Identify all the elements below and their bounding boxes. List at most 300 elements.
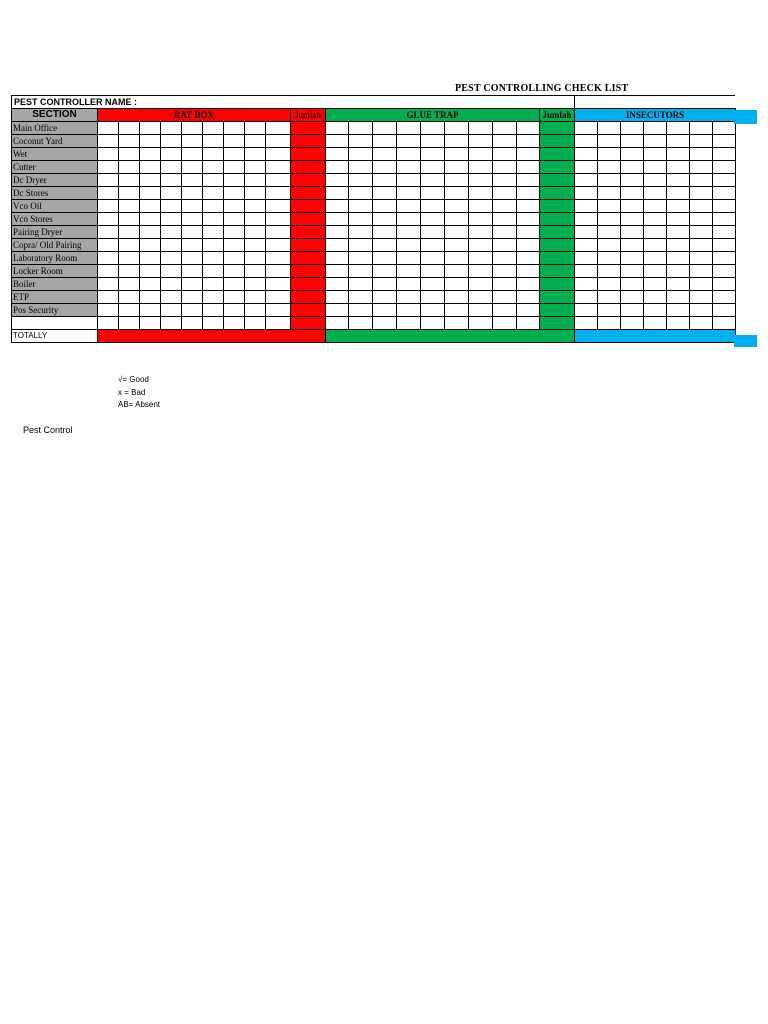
rat-box-check-cell[interactable] <box>266 213 291 226</box>
insecutors-check-cell[interactable] <box>667 226 690 239</box>
rat-box-check-cell[interactable] <box>98 265 119 278</box>
rat-box-check-cell[interactable] <box>119 200 140 213</box>
glue-trap-check-cell[interactable] <box>326 278 349 291</box>
glue-trap-check-cell[interactable] <box>421 122 445 135</box>
rat-box-jumlah-cell[interactable] <box>291 135 326 148</box>
rat-box-check-cell[interactable] <box>98 174 119 187</box>
insecutors-total-cell[interactable] <box>575 330 736 343</box>
insecutors-check-cell[interactable] <box>713 265 736 278</box>
rat-box-check-cell[interactable] <box>266 239 291 252</box>
rat-box-check-cell[interactable] <box>266 265 291 278</box>
rat-box-check-cell[interactable] <box>161 161 182 174</box>
glue-trap-check-cell[interactable] <box>517 265 540 278</box>
rat-box-check-cell[interactable] <box>140 291 161 304</box>
rat-box-check-cell[interactable] <box>182 213 203 226</box>
glue-trap-check-cell[interactable] <box>349 239 373 252</box>
glue-trap-check-cell[interactable] <box>349 174 373 187</box>
insecutors-check-cell[interactable] <box>713 252 736 265</box>
rat-box-check-cell[interactable] <box>98 148 119 161</box>
glue-trap-check-cell[interactable] <box>445 317 469 330</box>
insecutors-check-cell[interactable] <box>621 213 644 226</box>
insecutors-check-cell[interactable] <box>667 317 690 330</box>
glue-trap-check-cell[interactable] <box>445 122 469 135</box>
glue-trap-check-cell[interactable] <box>469 135 493 148</box>
rat-box-check-cell[interactable] <box>203 135 224 148</box>
insecutors-check-cell[interactable] <box>598 278 621 291</box>
glue-trap-check-cell[interactable] <box>469 161 493 174</box>
glue-trap-check-cell[interactable] <box>445 161 469 174</box>
glue-trap-check-cell[interactable] <box>469 265 493 278</box>
glue-trap-jumlah-cell[interactable] <box>540 278 575 291</box>
rat-box-check-cell[interactable] <box>266 200 291 213</box>
insecutors-check-cell[interactable] <box>690 265 713 278</box>
insecutors-check-cell[interactable] <box>575 265 598 278</box>
insecutors-check-cell[interactable] <box>598 252 621 265</box>
rat-box-check-cell[interactable] <box>266 148 291 161</box>
rat-box-check-cell[interactable] <box>203 213 224 226</box>
glue-trap-check-cell[interactable] <box>397 213 421 226</box>
rat-box-check-cell[interactable] <box>266 278 291 291</box>
insecutors-check-cell[interactable] <box>621 187 644 200</box>
rat-box-check-cell[interactable] <box>224 135 245 148</box>
rat-box-check-cell[interactable] <box>245 304 266 317</box>
rat-box-check-cell[interactable] <box>119 317 140 330</box>
glue-trap-check-cell[interactable] <box>421 161 445 174</box>
rat-box-check-cell[interactable] <box>203 291 224 304</box>
glue-trap-check-cell[interactable] <box>326 252 349 265</box>
glue-trap-check-cell[interactable] <box>445 187 469 200</box>
insecutors-check-cell[interactable] <box>667 174 690 187</box>
glue-trap-check-cell[interactable] <box>421 278 445 291</box>
rat-box-check-cell[interactable] <box>161 239 182 252</box>
glue-trap-check-cell[interactable] <box>326 148 349 161</box>
insecutors-check-cell[interactable] <box>690 148 713 161</box>
insecutors-check-cell[interactable] <box>713 187 736 200</box>
rat-box-check-cell[interactable] <box>98 122 119 135</box>
insecutors-check-cell[interactable] <box>713 174 736 187</box>
rat-box-check-cell[interactable] <box>224 304 245 317</box>
glue-trap-check-cell[interactable] <box>397 161 421 174</box>
insecutors-check-cell[interactable] <box>690 213 713 226</box>
insecutors-check-cell[interactable] <box>575 200 598 213</box>
rat-box-check-cell[interactable] <box>203 278 224 291</box>
rat-box-check-cell[interactable] <box>245 174 266 187</box>
rat-box-check-cell[interactable] <box>98 226 119 239</box>
glue-trap-check-cell[interactable] <box>397 304 421 317</box>
insecutors-check-cell[interactable] <box>621 135 644 148</box>
insecutors-check-cell[interactable] <box>598 239 621 252</box>
insecutors-check-cell[interactable] <box>621 122 644 135</box>
glue-trap-check-cell[interactable] <box>421 226 445 239</box>
glue-trap-check-cell[interactable] <box>517 148 540 161</box>
glue-trap-check-cell[interactable] <box>517 278 540 291</box>
glue-trap-jumlah-cell[interactable] <box>540 252 575 265</box>
rat-box-check-cell[interactable] <box>182 187 203 200</box>
rat-box-check-cell[interactable] <box>224 291 245 304</box>
rat-box-check-cell[interactable] <box>203 226 224 239</box>
rat-box-check-cell[interactable] <box>224 200 245 213</box>
glue-trap-check-cell[interactable] <box>397 265 421 278</box>
glue-trap-check-cell[interactable] <box>421 239 445 252</box>
insecutors-check-cell[interactable] <box>644 200 667 213</box>
glue-trap-check-cell[interactable] <box>493 239 517 252</box>
rat-box-check-cell[interactable] <box>182 291 203 304</box>
insecutors-check-cell[interactable] <box>575 291 598 304</box>
rat-box-check-cell[interactable] <box>98 304 119 317</box>
glue-trap-jumlah-cell[interactable] <box>540 265 575 278</box>
rat-box-check-cell[interactable] <box>161 265 182 278</box>
rat-box-check-cell[interactable] <box>161 148 182 161</box>
glue-trap-check-cell[interactable] <box>349 317 373 330</box>
glue-trap-jumlah-cell[interactable] <box>540 304 575 317</box>
rat-box-check-cell[interactable] <box>245 213 266 226</box>
insecutors-check-cell[interactable] <box>644 252 667 265</box>
glue-trap-check-cell[interactable] <box>373 252 397 265</box>
insecutors-check-cell[interactable] <box>598 174 621 187</box>
glue-trap-check-cell[interactable] <box>397 174 421 187</box>
rat-box-check-cell[interactable] <box>161 213 182 226</box>
glue-trap-check-cell[interactable] <box>445 265 469 278</box>
rat-box-check-cell[interactable] <box>161 135 182 148</box>
rat-box-check-cell[interactable] <box>203 239 224 252</box>
glue-trap-check-cell[interactable] <box>421 187 445 200</box>
rat-box-check-cell[interactable] <box>140 317 161 330</box>
insecutors-check-cell[interactable] <box>598 122 621 135</box>
glue-trap-check-cell[interactable] <box>517 161 540 174</box>
rat-box-check-cell[interactable] <box>119 291 140 304</box>
glue-trap-check-cell[interactable] <box>397 278 421 291</box>
glue-trap-check-cell[interactable] <box>397 135 421 148</box>
insecutors-check-cell[interactable] <box>713 278 736 291</box>
insecutors-check-cell[interactable] <box>690 161 713 174</box>
glue-trap-check-cell[interactable] <box>517 187 540 200</box>
glue-trap-check-cell[interactable] <box>445 174 469 187</box>
rat-box-check-cell[interactable] <box>203 304 224 317</box>
glue-trap-check-cell[interactable] <box>373 213 397 226</box>
glue-trap-check-cell[interactable] <box>349 135 373 148</box>
insecutors-check-cell[interactable] <box>667 239 690 252</box>
rat-box-check-cell[interactable] <box>140 200 161 213</box>
rat-box-check-cell[interactable] <box>98 252 119 265</box>
glue-trap-check-cell[interactable] <box>493 226 517 239</box>
rat-box-check-cell[interactable] <box>245 291 266 304</box>
rat-box-check-cell[interactable] <box>119 174 140 187</box>
insecutors-check-cell[interactable] <box>644 265 667 278</box>
glue-trap-jumlah-cell[interactable] <box>540 226 575 239</box>
glue-trap-check-cell[interactable] <box>421 291 445 304</box>
insecutors-check-cell[interactable] <box>621 200 644 213</box>
glue-trap-check-cell[interactable] <box>469 174 493 187</box>
glue-trap-check-cell[interactable] <box>373 278 397 291</box>
glue-trap-check-cell[interactable] <box>493 278 517 291</box>
glue-trap-check-cell[interactable] <box>397 252 421 265</box>
glue-trap-check-cell[interactable] <box>493 174 517 187</box>
insecutors-check-cell[interactable] <box>621 265 644 278</box>
insecutors-check-cell[interactable] <box>598 161 621 174</box>
glue-trap-check-cell[interactable] <box>493 161 517 174</box>
rat-box-check-cell[interactable] <box>224 226 245 239</box>
glue-trap-check-cell[interactable] <box>373 148 397 161</box>
rat-box-check-cell[interactable] <box>182 200 203 213</box>
rat-box-check-cell[interactable] <box>182 317 203 330</box>
insecutors-check-cell[interactable] <box>598 187 621 200</box>
glue-trap-check-cell[interactable] <box>421 174 445 187</box>
rat-box-jumlah-cell[interactable] <box>291 265 326 278</box>
glue-trap-check-cell[interactable] <box>445 148 469 161</box>
glue-trap-check-cell[interactable] <box>493 291 517 304</box>
rat-box-check-cell[interactable] <box>119 239 140 252</box>
rat-box-check-cell[interactable] <box>119 148 140 161</box>
rat-box-check-cell[interactable] <box>224 265 245 278</box>
glue-trap-check-cell[interactable] <box>373 317 397 330</box>
glue-trap-check-cell[interactable] <box>445 291 469 304</box>
insecutors-check-cell[interactable] <box>667 291 690 304</box>
insecutors-check-cell[interactable] <box>598 148 621 161</box>
rat-box-check-cell[interactable] <box>245 187 266 200</box>
rat-box-check-cell[interactable] <box>140 304 161 317</box>
glue-trap-check-cell[interactable] <box>517 291 540 304</box>
glue-trap-check-cell[interactable] <box>326 135 349 148</box>
glue-trap-check-cell[interactable] <box>421 200 445 213</box>
rat-box-check-cell[interactable] <box>119 265 140 278</box>
insecutors-check-cell[interactable] <box>713 161 736 174</box>
rat-box-check-cell[interactable] <box>203 174 224 187</box>
insecutors-check-cell[interactable] <box>667 252 690 265</box>
rat-box-check-cell[interactable] <box>140 174 161 187</box>
insecutors-check-cell[interactable] <box>621 278 644 291</box>
glue-trap-check-cell[interactable] <box>469 200 493 213</box>
insecutors-check-cell[interactable] <box>598 200 621 213</box>
glue-trap-check-cell[interactable] <box>421 135 445 148</box>
rat-box-check-cell[interactable] <box>161 317 182 330</box>
insecutors-check-cell[interactable] <box>575 135 598 148</box>
insecutors-check-cell[interactable] <box>598 304 621 317</box>
rat-box-check-cell[interactable] <box>245 200 266 213</box>
rat-box-check-cell[interactable] <box>203 317 224 330</box>
rat-box-check-cell[interactable] <box>182 265 203 278</box>
glue-trap-check-cell[interactable] <box>469 304 493 317</box>
rat-box-check-cell[interactable] <box>98 317 119 330</box>
insecutors-check-cell[interactable] <box>690 226 713 239</box>
insecutors-check-cell[interactable] <box>690 291 713 304</box>
rat-box-check-cell[interactable] <box>266 122 291 135</box>
rat-box-check-cell[interactable] <box>224 148 245 161</box>
glue-trap-check-cell[interactable] <box>397 239 421 252</box>
insecutors-check-cell[interactable] <box>621 291 644 304</box>
glue-trap-check-cell[interactable] <box>349 200 373 213</box>
glue-trap-check-cell[interactable] <box>445 252 469 265</box>
glue-trap-check-cell[interactable] <box>349 122 373 135</box>
glue-trap-check-cell[interactable] <box>517 226 540 239</box>
insecutors-check-cell[interactable] <box>575 239 598 252</box>
insecutors-check-cell[interactable] <box>575 122 598 135</box>
insecutors-check-cell[interactable] <box>575 278 598 291</box>
rat-box-check-cell[interactable] <box>182 161 203 174</box>
rat-box-total-cell[interactable] <box>98 330 326 343</box>
insecutors-check-cell[interactable] <box>690 278 713 291</box>
glue-trap-check-cell[interactable] <box>373 304 397 317</box>
insecutors-check-cell[interactable] <box>598 317 621 330</box>
rat-box-check-cell[interactable] <box>224 317 245 330</box>
rat-box-jumlah-cell[interactable] <box>291 291 326 304</box>
rat-box-check-cell[interactable] <box>140 135 161 148</box>
insecutors-check-cell[interactable] <box>690 317 713 330</box>
rat-box-check-cell[interactable] <box>266 161 291 174</box>
glue-trap-jumlah-cell[interactable] <box>540 187 575 200</box>
insecutors-check-cell[interactable] <box>690 304 713 317</box>
insecutors-check-cell[interactable] <box>690 135 713 148</box>
insecutors-check-cell[interactable] <box>598 265 621 278</box>
rat-box-check-cell[interactable] <box>245 265 266 278</box>
insecutors-check-cell[interactable] <box>575 174 598 187</box>
insecutors-check-cell[interactable] <box>713 148 736 161</box>
glue-trap-check-cell[interactable] <box>517 122 540 135</box>
rat-box-check-cell[interactable] <box>182 226 203 239</box>
glue-trap-check-cell[interactable] <box>397 200 421 213</box>
insecutors-check-cell[interactable] <box>644 239 667 252</box>
rat-box-check-cell[interactable] <box>266 317 291 330</box>
glue-trap-check-cell[interactable] <box>326 122 349 135</box>
rat-box-check-cell[interactable] <box>140 148 161 161</box>
insecutors-check-cell[interactable] <box>713 291 736 304</box>
insecutors-check-cell[interactable] <box>644 226 667 239</box>
glue-trap-check-cell[interactable] <box>469 213 493 226</box>
glue-trap-jumlah-cell[interactable] <box>540 291 575 304</box>
insecutors-check-cell[interactable] <box>667 200 690 213</box>
rat-box-jumlah-cell[interactable] <box>291 278 326 291</box>
insecutors-check-cell[interactable] <box>598 213 621 226</box>
rat-box-check-cell[interactable] <box>140 239 161 252</box>
rat-box-check-cell[interactable] <box>245 161 266 174</box>
insecutors-check-cell[interactable] <box>575 161 598 174</box>
glue-trap-check-cell[interactable] <box>349 213 373 226</box>
insecutors-check-cell[interactable] <box>713 122 736 135</box>
glue-trap-check-cell[interactable] <box>517 135 540 148</box>
glue-trap-check-cell[interactable] <box>421 265 445 278</box>
rat-box-check-cell[interactable] <box>140 187 161 200</box>
glue-trap-check-cell[interactable] <box>397 291 421 304</box>
rat-box-check-cell[interactable] <box>224 122 245 135</box>
glue-trap-check-cell[interactable] <box>373 291 397 304</box>
rat-box-check-cell[interactable] <box>245 148 266 161</box>
glue-trap-check-cell[interactable] <box>373 226 397 239</box>
glue-trap-check-cell[interactable] <box>373 174 397 187</box>
glue-trap-check-cell[interactable] <box>326 291 349 304</box>
insecutors-check-cell[interactable] <box>644 304 667 317</box>
insecutors-check-cell[interactable] <box>644 135 667 148</box>
rat-box-check-cell[interactable] <box>203 252 224 265</box>
rat-box-check-cell[interactable] <box>203 148 224 161</box>
insecutors-check-cell[interactable] <box>690 239 713 252</box>
glue-trap-check-cell[interactable] <box>469 291 493 304</box>
rat-box-check-cell[interactable] <box>245 135 266 148</box>
glue-trap-check-cell[interactable] <box>397 122 421 135</box>
rat-box-check-cell[interactable] <box>161 187 182 200</box>
glue-trap-check-cell[interactable] <box>326 239 349 252</box>
insecutors-check-cell[interactable] <box>575 148 598 161</box>
glue-trap-jumlah-cell[interactable] <box>540 135 575 148</box>
glue-trap-jumlah-cell[interactable] <box>540 239 575 252</box>
rat-box-check-cell[interactable] <box>266 174 291 187</box>
glue-trap-check-cell[interactable] <box>469 239 493 252</box>
rat-box-check-cell[interactable] <box>140 213 161 226</box>
glue-trap-jumlah-cell[interactable] <box>540 174 575 187</box>
glue-trap-check-cell[interactable] <box>493 265 517 278</box>
rat-box-check-cell[interactable] <box>98 291 119 304</box>
rat-box-check-cell[interactable] <box>161 304 182 317</box>
insecutors-check-cell[interactable] <box>713 239 736 252</box>
rat-box-check-cell[interactable] <box>224 213 245 226</box>
rat-box-check-cell[interactable] <box>182 239 203 252</box>
rat-box-check-cell[interactable] <box>119 135 140 148</box>
glue-trap-check-cell[interactable] <box>493 122 517 135</box>
rat-box-check-cell[interactable] <box>203 161 224 174</box>
glue-trap-check-cell[interactable] <box>517 304 540 317</box>
insecutors-check-cell[interactable] <box>690 174 713 187</box>
glue-trap-check-cell[interactable] <box>326 317 349 330</box>
rat-box-check-cell[interactable] <box>245 226 266 239</box>
rat-box-check-cell[interactable] <box>182 135 203 148</box>
rat-box-check-cell[interactable] <box>224 174 245 187</box>
insecutors-check-cell[interactable] <box>713 135 736 148</box>
rat-box-check-cell[interactable] <box>161 291 182 304</box>
insecutors-check-cell[interactable] <box>621 148 644 161</box>
rat-box-check-cell[interactable] <box>203 200 224 213</box>
glue-trap-check-cell[interactable] <box>517 252 540 265</box>
glue-trap-check-cell[interactable] <box>349 226 373 239</box>
glue-trap-check-cell[interactable] <box>469 317 493 330</box>
glue-trap-check-cell[interactable] <box>373 122 397 135</box>
glue-trap-check-cell[interactable] <box>349 265 373 278</box>
insecutors-check-cell[interactable] <box>575 213 598 226</box>
rat-box-check-cell[interactable] <box>182 278 203 291</box>
rat-box-check-cell[interactable] <box>224 278 245 291</box>
glue-trap-check-cell[interactable] <box>349 278 373 291</box>
rat-box-check-cell[interactable] <box>140 161 161 174</box>
insecutors-check-cell[interactable] <box>713 304 736 317</box>
insecutors-check-cell[interactable] <box>690 122 713 135</box>
insecutors-check-cell[interactable] <box>667 265 690 278</box>
rat-box-check-cell[interactable] <box>182 148 203 161</box>
glue-trap-check-cell[interactable] <box>326 200 349 213</box>
insecutors-check-cell[interactable] <box>667 148 690 161</box>
glue-trap-check-cell[interactable] <box>421 304 445 317</box>
insecutors-check-cell[interactable] <box>575 304 598 317</box>
rat-box-check-cell[interactable] <box>119 161 140 174</box>
rat-box-check-cell[interactable] <box>224 161 245 174</box>
rat-box-check-cell[interactable] <box>140 265 161 278</box>
glue-trap-check-cell[interactable] <box>421 317 445 330</box>
insecutors-check-cell[interactable] <box>621 304 644 317</box>
insecutors-check-cell[interactable] <box>644 148 667 161</box>
rat-box-check-cell[interactable] <box>140 122 161 135</box>
glue-trap-check-cell[interactable] <box>397 226 421 239</box>
glue-trap-check-cell[interactable] <box>493 317 517 330</box>
glue-trap-jumlah-cell[interactable] <box>540 200 575 213</box>
glue-trap-check-cell[interactable] <box>421 252 445 265</box>
glue-trap-check-cell[interactable] <box>517 174 540 187</box>
glue-trap-check-cell[interactable] <box>349 252 373 265</box>
glue-trap-check-cell[interactable] <box>469 148 493 161</box>
rat-box-check-cell[interactable] <box>266 304 291 317</box>
glue-trap-check-cell[interactable] <box>326 226 349 239</box>
insecutors-check-cell[interactable] <box>575 226 598 239</box>
insecutors-check-cell[interactable] <box>598 226 621 239</box>
glue-trap-check-cell[interactable] <box>421 148 445 161</box>
glue-trap-check-cell[interactable] <box>469 122 493 135</box>
glue-trap-check-cell[interactable] <box>445 213 469 226</box>
rat-box-jumlah-cell[interactable] <box>291 226 326 239</box>
